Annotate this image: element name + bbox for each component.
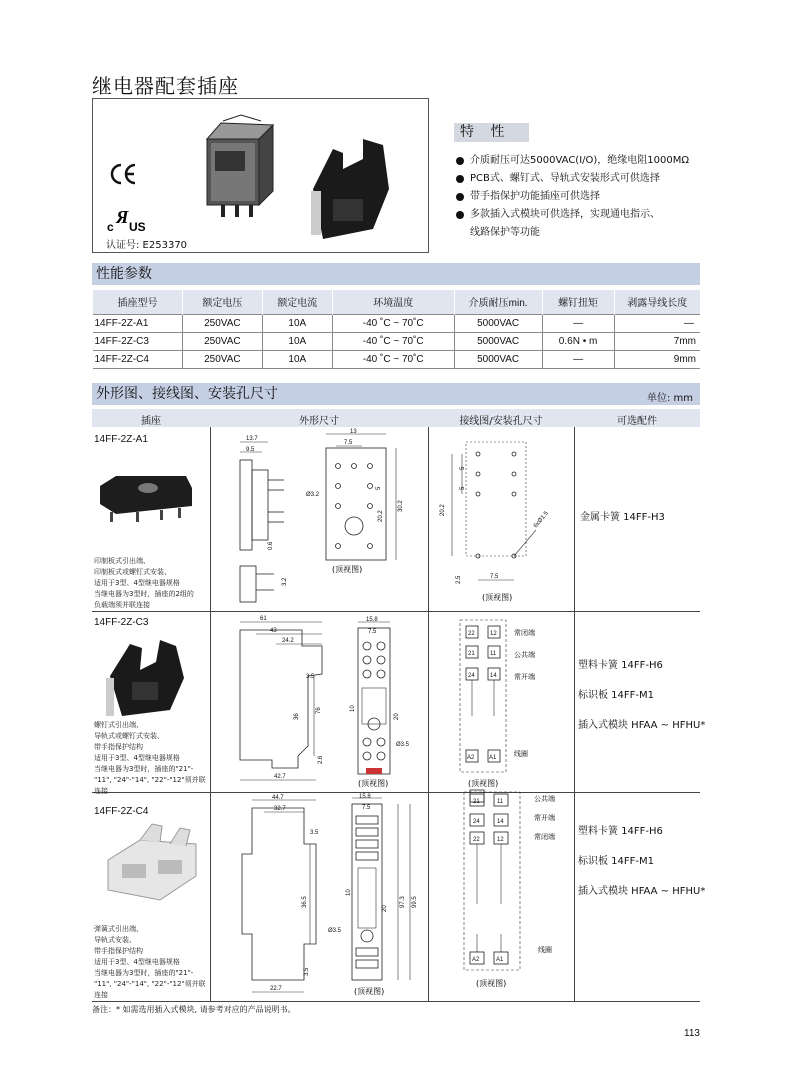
dim-label: 22.7 <box>270 986 282 992</box>
product-description <box>94 924 214 1001</box>
no-label: 常开端 <box>514 673 535 681</box>
a1-pcb-layout <box>432 436 572 606</box>
dim-label: 7.5 <box>368 629 377 635</box>
page-number: 113 <box>684 1028 700 1039</box>
top-view-caption: (顶视图) <box>482 593 513 602</box>
dim-label: Ø3.5 <box>396 742 410 748</box>
dim-label: 3.5 <box>310 830 319 836</box>
column-header: 剥露导线长度 <box>614 290 700 314</box>
desc-line: 当继电器为3型时，插座的"21"- <box>94 969 194 977</box>
table-cell: 10A <box>262 332 332 350</box>
product-name: 14FF-2Z-A1 <box>94 434 148 445</box>
dim-label: 13.7 <box>246 436 258 442</box>
ce-mark-icon <box>109 163 139 185</box>
column-header: 额定电流 <box>262 290 332 314</box>
dim-label: 7.5 <box>490 574 499 580</box>
coil-label: 线圈 <box>514 750 528 758</box>
column-header: 可选配件 <box>617 416 657 427</box>
coil-label: 线圈 <box>538 946 552 954</box>
svg-text:c: c <box>107 220 114 234</box>
column-header: 螺钉扭矩 <box>542 290 614 314</box>
dim-label: 15.8 <box>366 617 378 623</box>
table-cell: -40 ˚C ~ 70˚C <box>332 314 454 332</box>
socket-c4-photo <box>100 820 204 910</box>
table-cell: 250VAC <box>182 332 262 350</box>
column-divider <box>428 427 429 1001</box>
table-cell: 14FF-2Z-A1 <box>93 314 183 332</box>
terminal-label: 22 <box>473 837 480 843</box>
table-cell: 10A <box>262 350 332 368</box>
dim-label: Ø3.2 <box>306 492 320 498</box>
product-description <box>94 556 214 611</box>
terminal-label: A1 <box>489 755 497 761</box>
socket-a1-photo <box>96 466 196 526</box>
socket-photo <box>303 129 403 249</box>
desc-line: 连接 <box>94 787 108 795</box>
table-cell: -40 ˚C ~ 70˚C <box>332 350 454 368</box>
table-cell: 14FF-2Z-C3 <box>93 332 183 350</box>
table-cell: -40 ˚C ~ 70˚C <box>332 332 454 350</box>
dim-label: 43 <box>270 628 277 634</box>
com-label: 公共端 <box>514 651 535 659</box>
dim-label: 5 <box>460 486 466 490</box>
column-header: 外形尺寸 <box>299 416 339 427</box>
column-header: 额定电压 <box>182 290 262 314</box>
product-name: 14FF-2Z-C3 <box>94 617 149 628</box>
top-view-caption: (顶视图) <box>476 979 507 988</box>
feature-item: 多款插入式模块可供选择，实现通电指示、 <box>456 206 706 224</box>
dim-label: 9.5 <box>246 447 255 453</box>
desc-line: 连接 <box>94 991 108 999</box>
column-header: 接线图/安装孔尺寸 <box>459 416 543 427</box>
row-divider <box>92 611 700 612</box>
dim-label: 24.2 <box>282 638 294 644</box>
table-row <box>93 332 701 350</box>
dim-label: 2.5 <box>456 575 462 584</box>
dim-label: 97.3 <box>400 896 406 908</box>
page-title: 继电器配套插座 <box>92 74 239 98</box>
accessory-item: 塑料卡簧 14FF-H6 <box>578 660 663 671</box>
top-view-caption: (顶视图) <box>468 779 499 788</box>
row-divider <box>92 1001 700 1002</box>
dimensions-table-header <box>92 409 700 427</box>
table-cell: — <box>542 350 614 368</box>
dim-label: 20.2 <box>378 510 384 522</box>
column-divider <box>210 427 211 1001</box>
desc-line: 螺钉式引出端、 <box>94 721 143 729</box>
com-label: 公共端 <box>534 795 555 803</box>
unit-label: 单位: mm <box>646 393 693 404</box>
desc-line: 带手指保护结构 <box>94 947 143 955</box>
svg-text:Я: Я <box>116 207 129 227</box>
dim-label: 3.2 <box>282 577 288 586</box>
dim-label: 36 <box>294 713 300 720</box>
dim-label: 36.5 <box>302 896 308 908</box>
terminal-label: A1 <box>496 957 504 963</box>
c3-wiring-diagram <box>432 616 572 792</box>
dim-label: 20 <box>382 905 388 912</box>
desc-line: 当继电器为3型时，插座的"21"- <box>94 765 194 773</box>
desc-line: 适用于3型、4型继电器规格 <box>94 579 180 587</box>
table-row <box>93 314 701 332</box>
table-cell: 10A <box>262 314 332 332</box>
desc-line: 弹簧式引出端、 <box>94 925 143 933</box>
nc-label: 常闭端 <box>534 833 555 841</box>
desc-line: 适用于3型、4型继电器规格 <box>94 754 180 762</box>
terminal-label: 14 <box>490 673 497 679</box>
desc-line: 印制板式引出端、 <box>94 557 150 565</box>
table-cell: — <box>614 314 700 332</box>
no-label: 常开端 <box>534 814 555 822</box>
terminal-label: 24 <box>473 819 480 825</box>
performance-heading: 性能参数 <box>92 263 700 285</box>
dim-label: 7.5 <box>344 440 353 446</box>
column-header: 环境温度 <box>332 290 454 314</box>
nc-label: 常闭端 <box>514 629 535 637</box>
dim-label: 10 <box>346 889 352 896</box>
product-description <box>94 720 214 797</box>
dim-label: 6xØ1.5 <box>532 510 550 530</box>
desc-line: 适用于3型、4型继电器规格 <box>94 958 180 966</box>
c3-outline-drawing <box>212 616 426 792</box>
relay-photo <box>201 115 281 225</box>
socket-c3-photo <box>100 636 200 722</box>
product-photo-panel <box>92 98 429 253</box>
c4-outline-drawing <box>212 794 426 1000</box>
desc-line: 印制板式或螺钉式安装、 <box>94 568 171 576</box>
dim-label: 0.6 <box>268 541 274 550</box>
dim-label: 3.5 <box>304 967 310 976</box>
dim-label: 3.5 <box>306 674 315 680</box>
top-view-caption: (顶视图) <box>354 987 385 996</box>
table-cell: — <box>542 314 614 332</box>
feature-item: 介质耐压可达5000VAC(I/O)，绝缘电阻1000MΩ <box>456 152 706 170</box>
terminal-label: 12 <box>497 837 504 843</box>
terminal-label: 24 <box>468 673 475 679</box>
certificate-id: 认证号: E253370 <box>106 240 188 251</box>
table-cell: 250VAC <box>182 314 262 332</box>
feature-item: 带手指保护功能插座可供选择 <box>456 188 706 206</box>
top-view-caption: (顶视图) <box>358 779 389 788</box>
terminal-label: 21 <box>473 799 480 805</box>
table-cell: 14FF-2Z-C4 <box>93 350 183 368</box>
accessory-item: 标识板 14FF-M1 <box>578 856 655 867</box>
column-header: 介质耐压min. <box>454 290 542 314</box>
product-name: 14FF-2Z-C4 <box>94 806 149 817</box>
dim-label: 99.5 <box>412 896 418 908</box>
dim-label: 15.8 <box>359 794 371 800</box>
desc-line: 带手指保护结构 <box>94 743 143 751</box>
desc-line: "11", "24"-"14", "22"-"12"须并联 <box>94 776 206 784</box>
dim-label: 7.5 <box>362 805 371 811</box>
dim-label: 13 <box>350 429 357 435</box>
dimensions-heading: 外形图、接线图、安装孔尺寸 <box>92 383 700 405</box>
terminal-label: 14 <box>497 819 504 825</box>
desc-line: 负载端须并联连接 <box>94 601 150 609</box>
column-header: 插座型号 <box>93 290 183 314</box>
top-view-caption: (顶视图) <box>332 565 363 574</box>
feature-item: PCB式、螺钉式、导轨式安装形式可供选择 <box>456 170 706 188</box>
dim-label: 20 <box>394 713 400 720</box>
terminal-label: 12 <box>490 631 497 637</box>
terminal-label: 21 <box>468 651 475 657</box>
dim-label: Ø3.5 <box>328 928 342 934</box>
desc-line: "11", "24"-"14", "22"-"12"须并联 <box>94 980 206 988</box>
dim-label: 42.7 <box>274 774 286 780</box>
desc-line: 当继电器为3型时，插座的2组的 <box>94 590 194 598</box>
terminal-label: 11 <box>497 799 504 805</box>
terminal-label: 11 <box>490 651 497 657</box>
feature-item-continued: 线路保护等功能 <box>470 227 540 238</box>
footnote: 备注：* 如需选用插入式模块, 请参考对应的产品说明书。 <box>92 1005 296 1014</box>
table-cell: 5000VAC <box>454 332 542 350</box>
dim-label: 61 <box>260 616 267 622</box>
c4-wiring-diagram <box>432 794 572 996</box>
table-cell: 7mm <box>614 332 700 350</box>
table-row <box>93 350 701 368</box>
table-cell: 250VAC <box>182 350 262 368</box>
dim-label: 20.2 <box>440 504 446 516</box>
svg-text:US: US <box>129 220 146 234</box>
terminal-label: A2 <box>472 957 480 963</box>
dim-label: 32.7 <box>274 806 286 812</box>
accessory-item: 金属卡簧 14FF-H3 <box>580 512 665 523</box>
dim-label: 76 <box>316 707 322 714</box>
features-list <box>456 152 706 242</box>
terminal-label: A2 <box>467 755 475 761</box>
dim-label: 10 <box>350 705 356 712</box>
desc-line: 导轨式安装、 <box>94 936 136 944</box>
accessory-item: 标识板 14FF-M1 <box>578 690 655 701</box>
table-cell: 5000VAC <box>454 314 542 332</box>
performance-table <box>92 290 700 369</box>
dim-label: 5 <box>376 486 382 490</box>
table-cell: 0.6N • m <box>542 332 614 350</box>
accessory-item: 插入式模块 HFAA ~ HFHU* <box>578 886 706 897</box>
ul-mark-icon <box>107 205 151 235</box>
column-divider <box>574 427 575 1001</box>
dim-label: 5 <box>460 466 466 470</box>
dim-label: 44.7 <box>272 795 284 801</box>
dim-label: 30.2 <box>398 500 404 512</box>
table-cell: 9mm <box>614 350 700 368</box>
features-heading: 特 性 <box>454 123 529 142</box>
desc-line: 导轨式或螺钉式安装、 <box>94 732 164 740</box>
dim-label: 2.6 <box>318 755 324 764</box>
accessory-item: 塑料卡簧 14FF-H6 <box>578 826 663 837</box>
table-cell: 5000VAC <box>454 350 542 368</box>
accessory-item: 插入式模块 HFAA ~ HFHU* <box>578 720 706 731</box>
terminal-label: 22 <box>468 631 475 637</box>
a1-outline-drawing <box>214 430 424 610</box>
column-header: 插座 <box>141 416 161 427</box>
